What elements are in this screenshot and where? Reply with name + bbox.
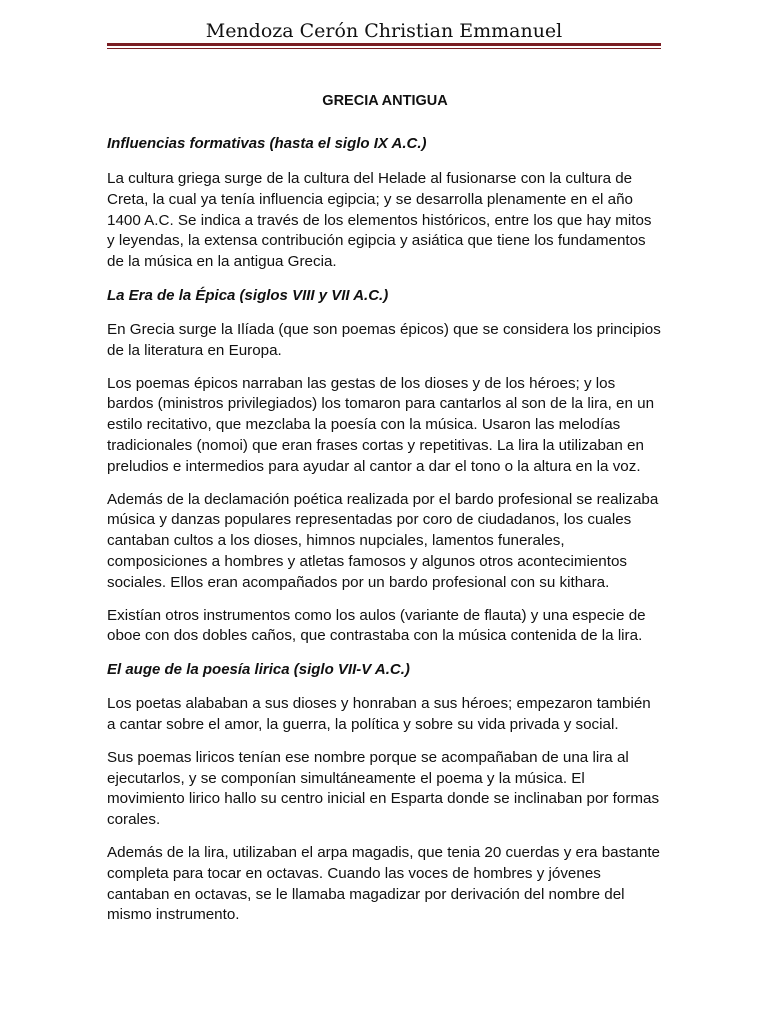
- paragraph: Existían otros instrumentos como los aulos (variante de flauta) y una especie de oboe con dos dobles caños, que contrastaba con la música contenida de la lira.: [107, 606, 646, 645]
- paragraph: La cultura griega surge de la cultura del Helade al fusionarse con la cultura de Creta, la cual ya tenía influencia egipcia; y se desarrolla plenamente en el año 1400 A.C. Se indica a través de los elementos históricos, entre los que hay mitos y leyendas, la extensa contribución egipcia y asiática que tiene los fundamentos de la música en la antigua Grecia.: [107, 170, 652, 271]
- section-heading: Influencias formativas (hasta el siglo IX A.C.): [107, 135, 427, 152]
- paragraph: En Grecia surge la Ilíada (que son poemas épicos) que se considera los principios de la literatura en Europa.: [107, 320, 661, 359]
- paragraph: Además de la declamación poética realizada por el bardo profesional se realizaba música y danzas populares representadas por coro de ciudadanos, los cuales cantaban cultos a los dioses, himnos nupciales, lamentos funerales, composiciones a hombres y atletas famosos y algunos otros acontecimientos sociales. Ellos eran acompañados por un bardo profesional con su kithara.: [107, 490, 659, 591]
- document-title: GRECIA ANTIGUA: [322, 93, 448, 109]
- section-heading: El auge de la poesía lirica (siglo VII-V A.C.): [107, 661, 410, 679]
- header-rule: [107, 43, 661, 46]
- section-heading: La Era de la Épica (siglos VIII y VII A.C.): [107, 286, 389, 304]
- paragraph: Los poetas alababan a sus dioses y honraban a sus héroes; empezaron también a cantar sobre el amor, la guerra, la política y sobre su vida privada y social.: [107, 695, 651, 733]
- header-rule-thin: [107, 48, 661, 49]
- document-body: [107, 91, 663, 926]
- header-author-name: Mendoza Cerón Christian Emmanuel: [205, 20, 563, 42]
- paragraph: Además de la lira, utilizaban el arpa magadis, que tenia 20 cuerdas y era bastante completa para tocar en octavas. Cuando las voces de hombres y jóvenes cantaban en octavas, se le llamaba magadizar por derivación del nombre del mismo instrumento.: [107, 843, 660, 924]
- paragraph: Los poemas épicos narraban las gestas de los dioses y de los héroes; y los bardos (ministros privilegiados) los tomaron para cantarlos al son de la lira, en un estilo recitativo, que mezclaba la poesía con la música. Usaron las melodías tradicionales (nomoi) que eran frases cortas y repetitivas. La lira la utilizaban en preludios e intermedios para ayudar al cantor a dar el tono o la altura en la voz.: [107, 374, 655, 475]
- paragraph: Sus poemas liricos tenían ese nombre porque se acompañaban de una lira al ejecutarlos, y se componían simultáneamente el poema y la música. El movimiento lirico hallo su centro inicial en Esparta donde se inclinaban por formas corales.: [107, 748, 660, 829]
